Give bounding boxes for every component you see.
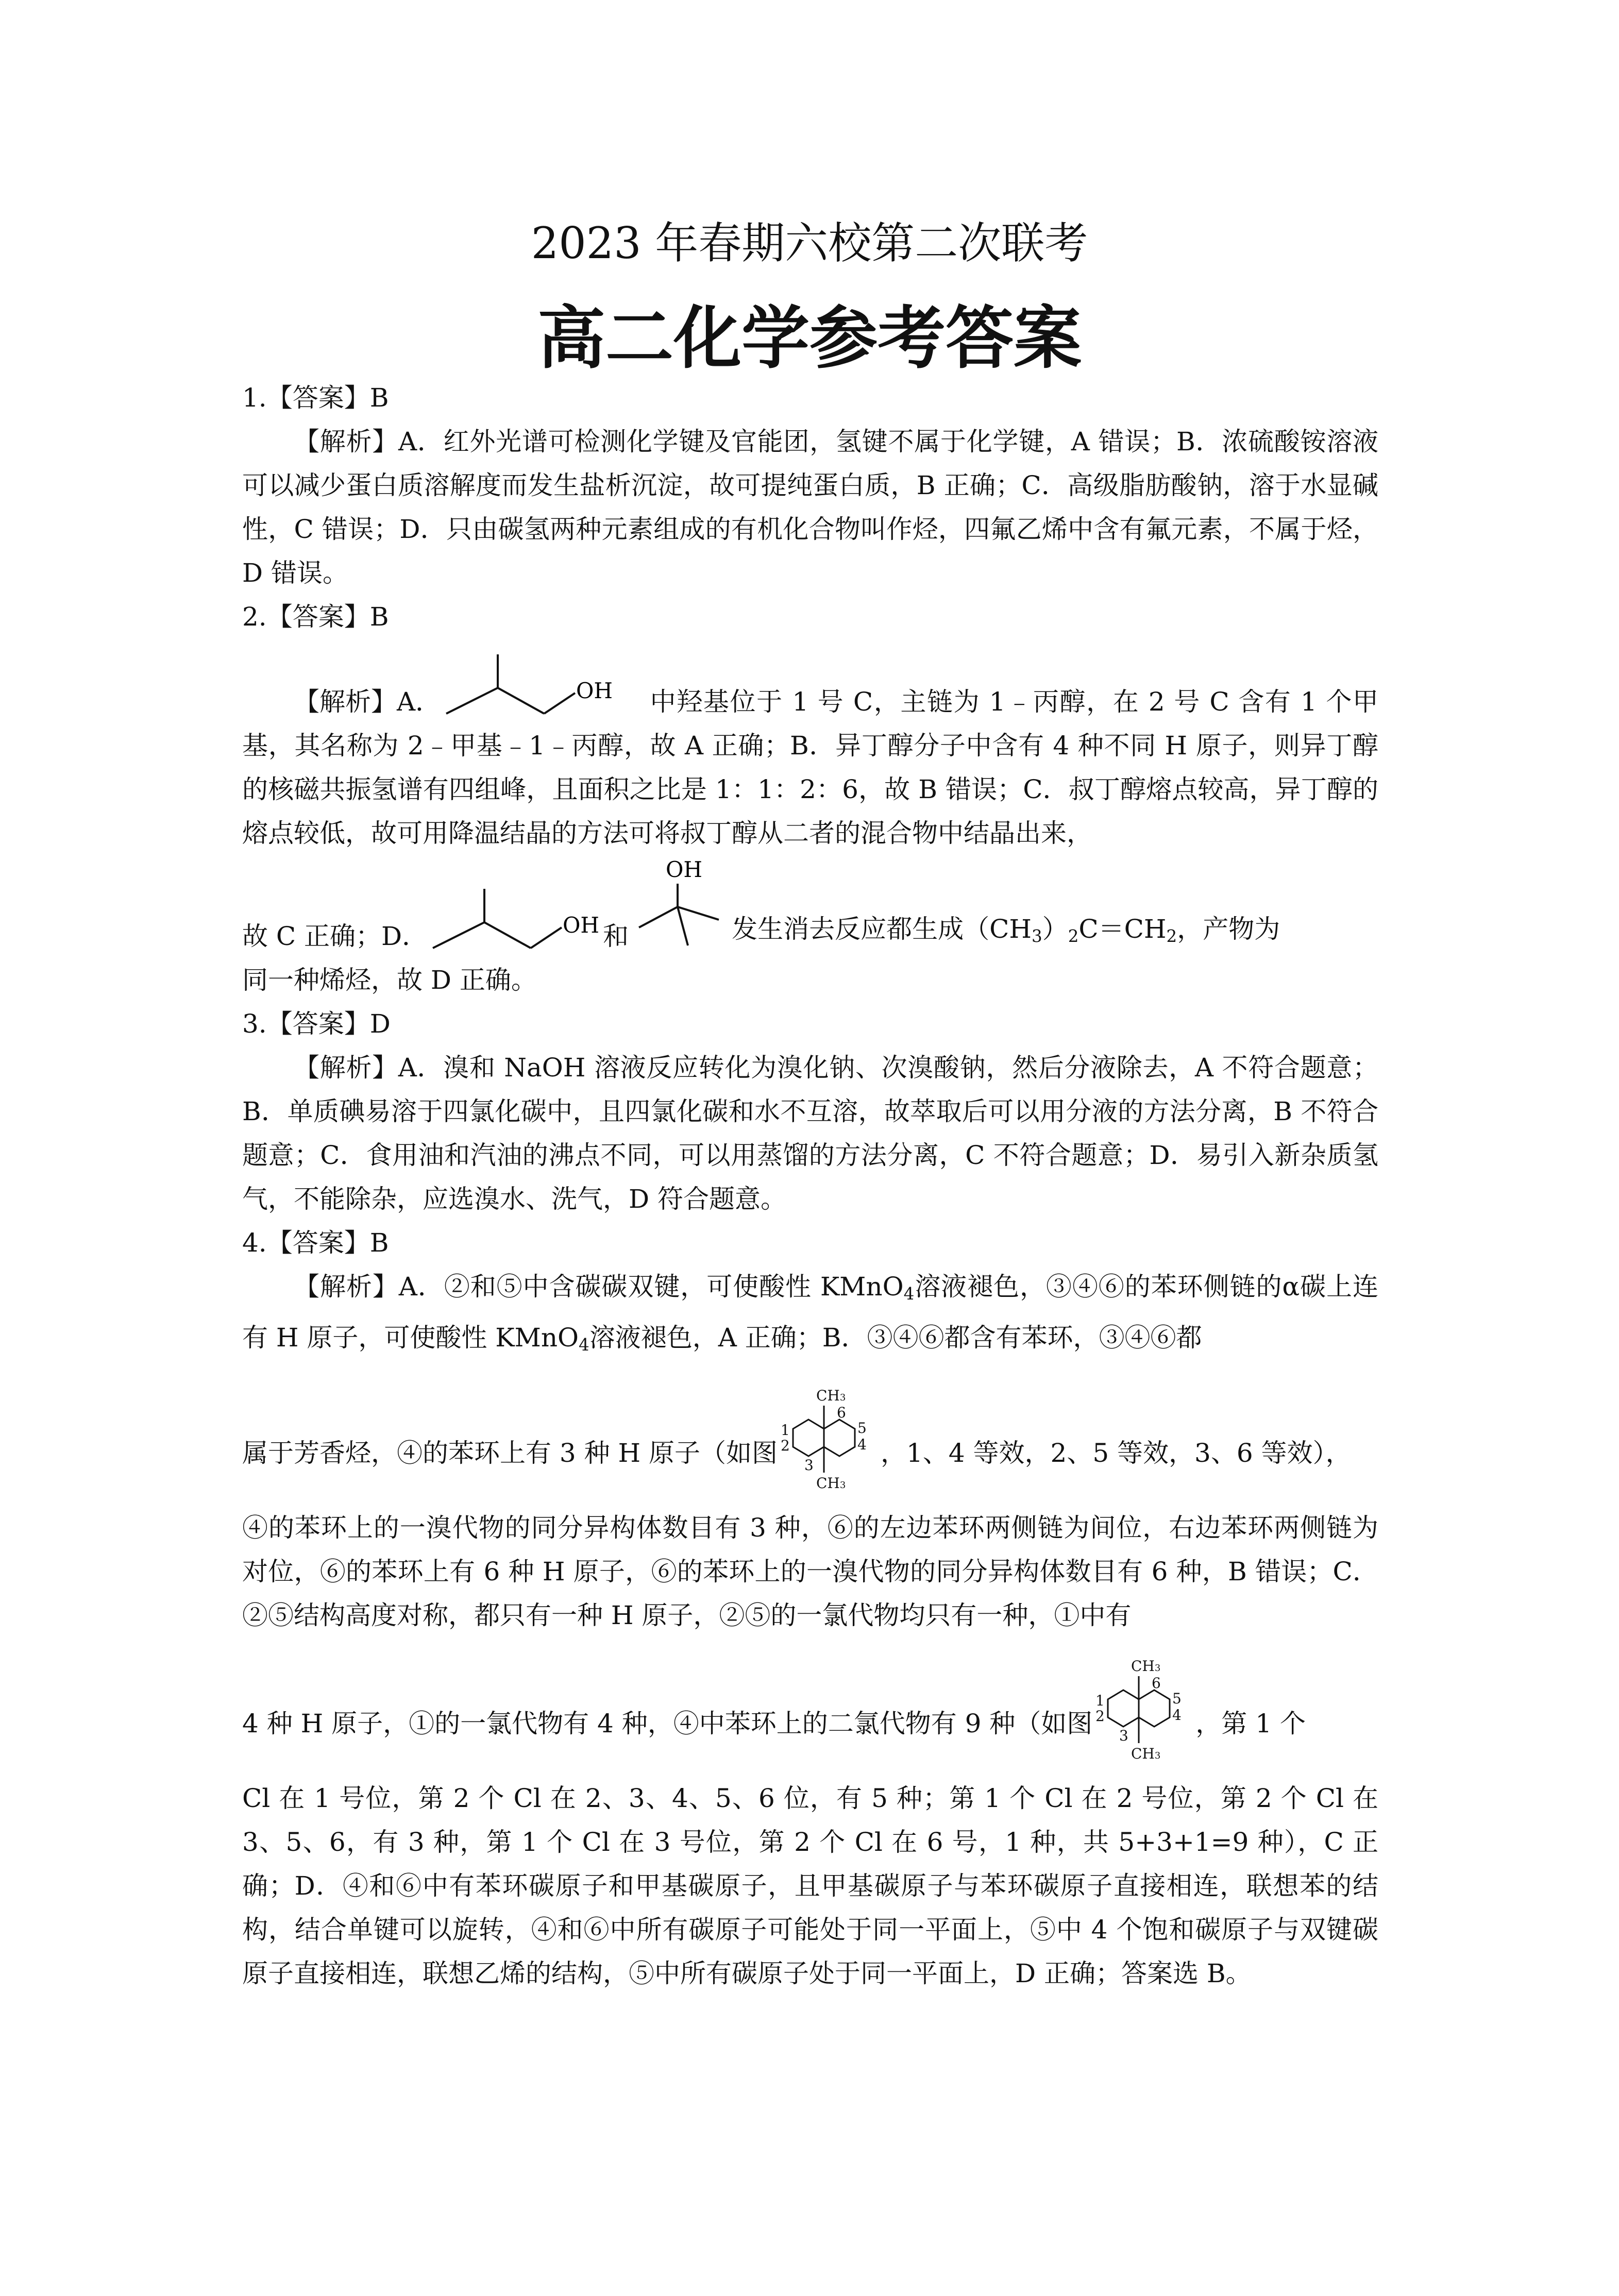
- q2-answer: 2.【答案】B: [242, 602, 389, 632]
- oh-label: OH: [576, 678, 613, 703]
- naphthalene-numbering-diagram: [778, 1377, 881, 1506]
- q2-lead: 【解析】A．: [294, 687, 442, 717]
- naphthalene-numbering-diagram-2: [1092, 1648, 1195, 1777]
- q4-l1b: ，1、4 等效，2、5 等效，3、6 等效），: [881, 1438, 1352, 1468]
- svg-text:CH3: CH3: [1131, 1745, 1161, 1763]
- isobutanol-structure-2: [428, 876, 603, 958]
- svg-text:3: 3: [804, 1457, 814, 1474]
- q4-analysis-2: ④的苯环上的一溴代物的同分异构体数目有 3 种，⑥的左边苯环两侧链为间位，右边苯环两侧链为对位，⑥的苯环上有 6 种 H 原子，⑥的苯环上的一溴代物的同分异构体数目有 6 种，B 错误；C．②⑤结构高度对称，都只有一种 H 原子，②⑤的一氯代物均只有一种，①中有: [242, 1513, 1378, 1631]
- svg-text:2: 2: [1095, 1708, 1105, 1725]
- q4-l2a: 4 种 H 原子，①的一氯代物有 4 种，④中苯环上的二氯代物有 9 种（如图: [242, 1709, 1093, 1739]
- q4-l1a: 属于芳香烃，④的苯环上有 3 种 H 原子（如图: [242, 1438, 778, 1468]
- q2-d-lead: 故 C 正确；D．: [242, 921, 428, 951]
- oh-label-3: OH: [666, 857, 703, 882]
- svg-text:3: 3: [1119, 1727, 1129, 1745]
- q2-he: 和: [603, 921, 629, 951]
- q4-analysis-1: 【解析】A．②和⑤中含碳碳双键，可使酸性 KMnO$_4$溶液褪色，③④⑥的苯环侧链的α碳上连有 H 原子，可使酸性 KMnO$_4$溶液褪色，A 正确；B．③④⑥都含有苯环，③④⑥都: [242, 1272, 1378, 1355]
- svg-text:4: 4: [857, 1436, 867, 1454]
- svg-text:2: 2: [781, 1437, 790, 1455]
- tert-butanol-structure: [629, 855, 732, 958]
- answer-content: [242, 376, 1378, 1996]
- q1-answer: 1.【答案】B: [242, 383, 389, 413]
- q3-analysis: 【解析】A．溴和 NaOH 溶液反应转化为溴化钠、次溴酸钠，然后分液除去，A 不符合题意；B．单质碘易溶于四氯化碳中，且四氯化碳和水不互溶，故萃取后可以用分液的方法分离，B 不符合题意；C．食用油和汽油的沸点不同，可以用蒸馏的方法分离，C 不符合题意；D．易引入新杂质氢气，不能除杂，应选溴水、洗气，D 符合题意。: [242, 1053, 1378, 1214]
- q1-analysis: 【解析】A．红外光谱可检测化学键及官能团，氢键不属于化学键，A 错误；B．浓硫酸铵溶液可以减少蛋白质溶解度而发生盐析沉淀，故可提纯蛋白质，B 正确；C．高级脂肪酸钠，溶于水显碱性，C 错误；D．只由碳氢两种元素组成的有机化合物叫作烃，四氟乙烯中含有氟元素，不属于烃，D 错误。: [242, 427, 1378, 588]
- q4-line-1: [242, 1367, 1378, 1506]
- svg-text:5: 5: [1172, 1690, 1182, 1708]
- svg-text:5: 5: [857, 1420, 867, 1437]
- q2-analysis-a-text: 中羟基位于 1 号 C，主链为 1﹣丙醇，在 2 号 C 含有 1 个甲基，其名称为 2﹣甲基﹣1﹣丙醇，故 A 正确；B．异丁醇分子中含有 4 种不同 H 原子，则异丁醇的核磁共振氢谱有四组峰，且面积之比是 1：1：2：6，故 B 错误；C．叔丁醇熔点较高，异丁醇的熔点较低，故可用降温结晶的方法可将叔丁醇从二者的混合物中结晶出来，: [242, 687, 1378, 848]
- q4-l2b: ，第 1 个: [1195, 1709, 1306, 1739]
- svg-text:CH3: CH3: [816, 1387, 846, 1405]
- svg-text:6: 6: [837, 1404, 846, 1422]
- q2-d-tail: 同一种烯烃，故 D 正确。: [242, 965, 537, 995]
- svg-text:4: 4: [1172, 1707, 1182, 1724]
- q4-analysis-3: Cl 在 1 号位，第 2 个 Cl 在 2、3、4、5、6 位，有 5 种；第 1 个 Cl 在 2 号位，第 2 个 Cl 在 3、5、6，有 3 种，第 1 个 Cl 在 3 号位，第 2 个 Cl 在 6 号，1 种，共 5+3+1=9 种），C 正确；D．④和⑥中有苯环碳原子和甲基碳原子，且甲基碳原子与苯环碳原子直接相连，联想苯的结构，结合单键可以旋转，④和⑥中所有碳原子可能处于同一平面上，⑤中 4 个饱和碳原子与双键碳原子直接相连，联想乙烯的结构，⑤中所有碳原子处于同一平面上，D 正确；答案选 B。: [242, 1783, 1378, 1989]
- svg-text:1: 1: [1095, 1692, 1105, 1710]
- svg-text:1: 1: [781, 1422, 790, 1439]
- svg-text:CH3: CH3: [1131, 1658, 1161, 1675]
- q2-analysis-a: [242, 680, 1378, 855]
- oh-label-2: OH: [563, 913, 600, 938]
- q4-answer: 4.【答案】B: [242, 1228, 389, 1258]
- exam-title: 2023 年春期六校第二次联考: [531, 218, 1088, 268]
- q2-d-mid: 发生消去反应都生成$(CH_3)_2C=CH_2$，产物为: [732, 914, 1280, 946]
- document-title: 高二化学参考答案: [537, 298, 1082, 378]
- svg-text:CH3: CH3: [816, 1475, 846, 1492]
- q4-line-2: [242, 1637, 1378, 1777]
- q2-line-d: [242, 855, 1378, 958]
- svg-text:6: 6: [1152, 1675, 1161, 1692]
- q3-answer: 3.【答案】D: [242, 1009, 391, 1039]
